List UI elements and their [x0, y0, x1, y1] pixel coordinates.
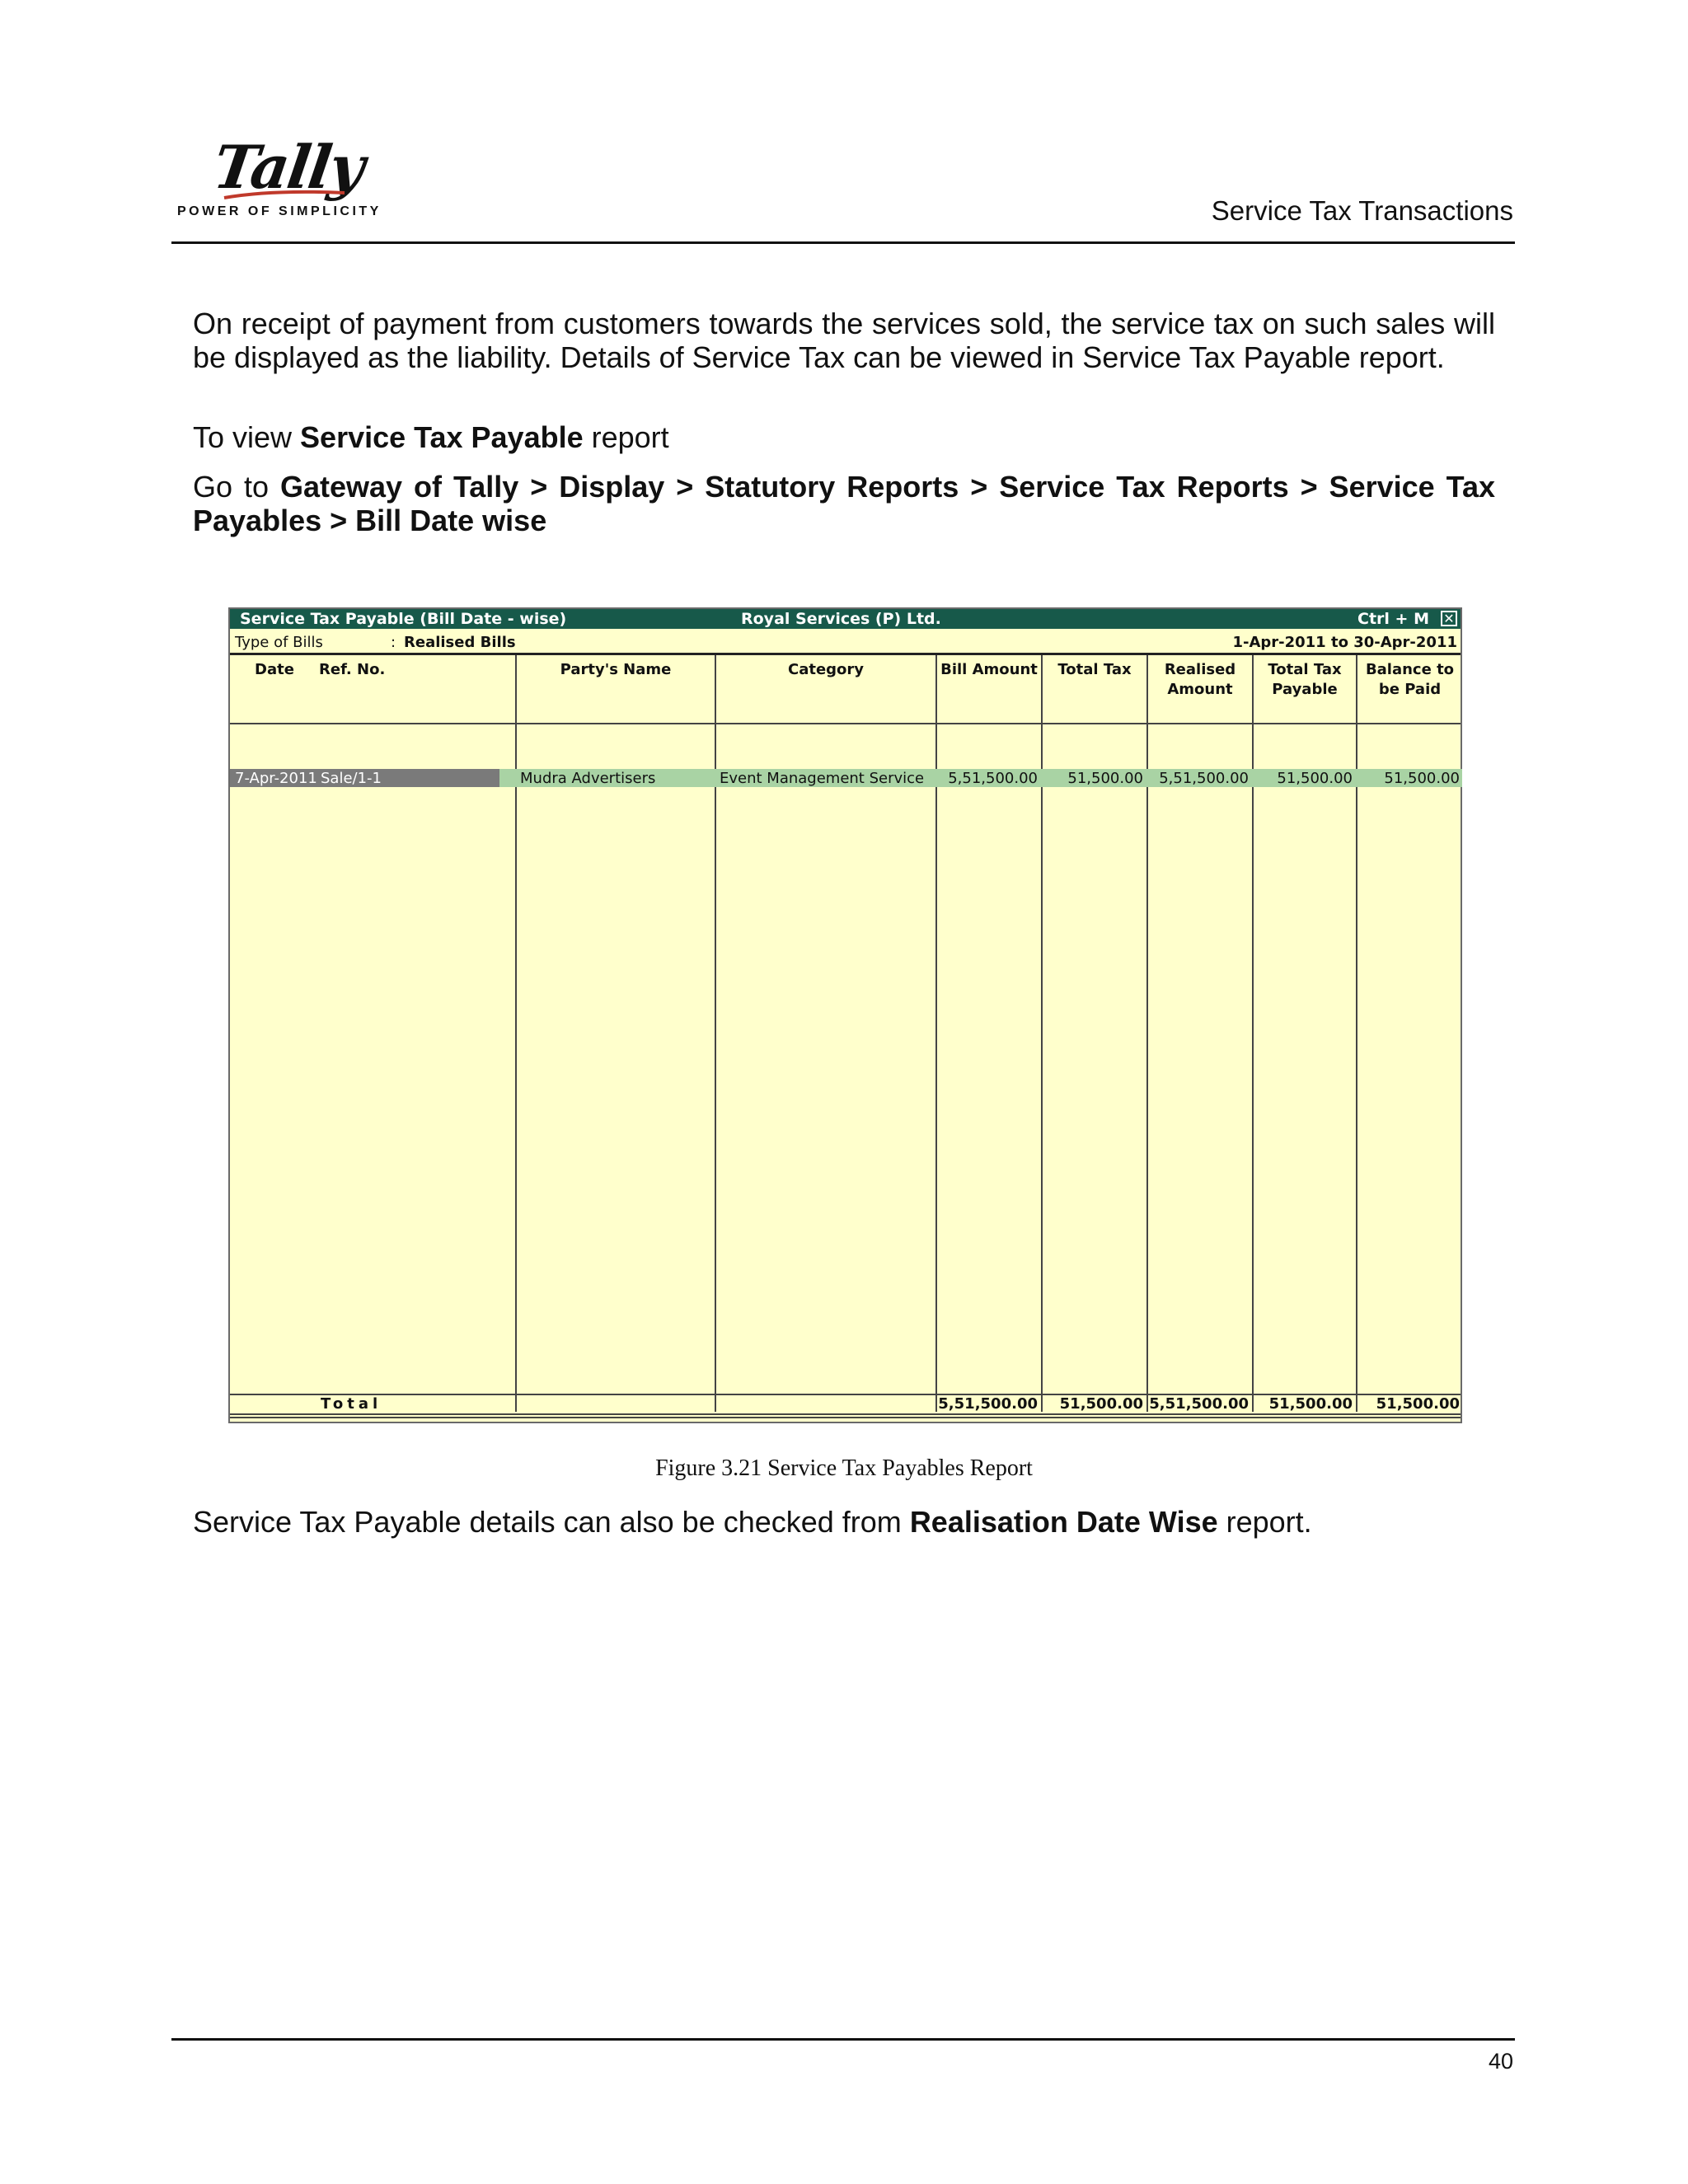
col-header-date: Date: [255, 661, 294, 678]
tally-logo: [173, 132, 387, 231]
report-period[interactable]: 1-Apr-2011 to 30-Apr-2011: [1232, 634, 1457, 651]
col-header-bill-amount: Bill Amount: [940, 661, 1038, 678]
navigation-path: [193, 470, 1495, 537]
col-header-realised-line1: Realised: [1164, 661, 1236, 678]
closing-prefix: Service Tax Payable details can also be checked from: [193, 1505, 910, 1539]
col-header-realised-amount: [1148, 660, 1252, 700]
table-row[interactable]: [230, 769, 1461, 787]
report-window: [228, 607, 1462, 1423]
col-header-balance: [1357, 660, 1462, 700]
cell-ref: Sale/1-1: [321, 770, 382, 787]
footer-divider: [171, 2038, 1515, 2041]
path-prefix: Go to: [193, 470, 280, 504]
logo-swoosh-icon: [223, 188, 346, 203]
closing-report-name: Realisation Date Wise: [909, 1505, 1218, 1539]
type-of-bills-value[interactable]: Realised Bills: [404, 634, 516, 651]
col-header-payable-line2: Payable: [1272, 681, 1338, 698]
menu-path: Gateway of Tally > Display > Statutory Reports > Service Tax Reports > Service Tax Payables > Bill Date wise: [193, 470, 1495, 537]
col-header-category: Category: [787, 661, 865, 678]
cell-balance: 51,500.00: [1384, 770, 1460, 787]
instruction-suffix: report: [583, 420, 669, 454]
col-header-balance-line2: be Paid: [1378, 681, 1442, 698]
cell-party: Mudra Advertisers: [520, 770, 656, 787]
window-titlebar: [230, 609, 1461, 629]
col-header-balance-line1: Balance to: [1365, 661, 1455, 678]
closing-suffix: report.: [1217, 1505, 1312, 1539]
intro-paragraph: On receipt of payment from customers towards the services sold, the service tax on such sales will be displayed as the liability. Details of Service Tax can be viewed in Service Tax Payable report.: [193, 307, 1495, 374]
closing-paragraph: [193, 1505, 1495, 1539]
total-balance: 51,500.00: [1376, 1395, 1460, 1413]
cell-bill-amount: 5,51,500.00: [948, 770, 1038, 787]
header-separator: [230, 723, 1461, 724]
total-label: Total: [321, 1395, 382, 1413]
cell-realised: 5,51,500.00: [1159, 770, 1249, 787]
report-name: Service Tax Payable: [300, 420, 584, 454]
figure-caption: Figure 3.21 Service Tax Payables Report: [655, 1455, 1033, 1481]
total-total-tax: 51,500.00: [1059, 1395, 1143, 1413]
type-separator: :: [391, 634, 396, 651]
total-bill-amount: 5,51,500.00: [938, 1395, 1038, 1413]
section-title: Service Tax Transactions: [1211, 195, 1513, 226]
total-payable: 51,500.00: [1268, 1395, 1353, 1413]
cell-total-tax: 51,500.00: [1067, 770, 1143, 787]
total-row: [230, 1395, 1461, 1412]
shortcut-label: Ctrl + M: [1357, 610, 1429, 628]
logo-tagline: POWER OF SIMPLICITY: [177, 204, 382, 218]
report-info-bar: [230, 629, 1461, 655]
col-header-total-tax: Total Tax: [1057, 661, 1132, 678]
col-header-ref: Ref. No.: [319, 661, 386, 678]
cell-date: 7-Apr-2011: [235, 770, 317, 787]
col-header-payable-line1: Total Tax: [1268, 661, 1342, 678]
col-header-realised-line2: Amount: [1167, 681, 1233, 698]
instruction-prefix: To view: [193, 420, 301, 454]
col-header-party: Party's Name: [560, 661, 672, 678]
company-name: Royal Services (P) Ltd.: [741, 610, 941, 628]
type-of-bills-label: Type of Bills: [235, 634, 323, 651]
total-realised: 5,51,500.00: [1149, 1395, 1249, 1413]
report-title: Service Tax Payable (Bill Date - wise): [240, 610, 567, 628]
col-header-tax-payable: [1254, 660, 1356, 700]
cell-payable: 51,500.00: [1277, 770, 1353, 787]
view-report-instruction: [193, 420, 1495, 454]
header-divider: [171, 241, 1515, 244]
page-number: 40: [1488, 2049, 1513, 2074]
bottom-double-rule: [230, 1413, 1461, 1418]
logo-word: Tally: [209, 132, 368, 202]
cell-category: Event Management Service: [720, 770, 925, 787]
close-icon[interactable]: ✕: [1441, 611, 1457, 626]
